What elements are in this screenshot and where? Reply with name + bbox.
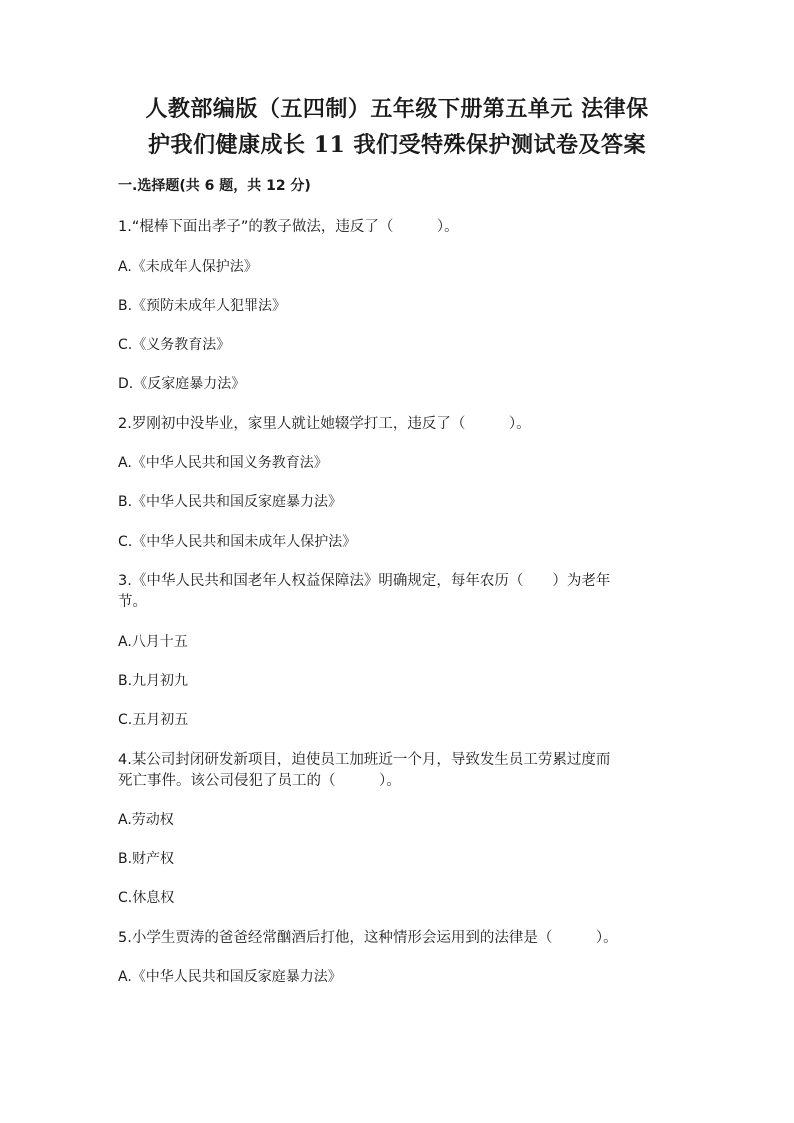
- question-4-option-b: B.财产权: [118, 851, 175, 867]
- question-4-stem-line-2: 死亡事件。该公司侵犯了员工的（ ）。: [118, 773, 401, 789]
- question-1-option-a: A.《未成年人保护法》: [118, 259, 258, 275]
- question-1-stem: 1.“棍棒下面出孝子”的教子做法，违反了（ ）。: [118, 219, 459, 235]
- question-4-option-a: A.劳动权: [118, 812, 174, 828]
- question-2-option-c: C.《中华人民共和国未成年人保护法》: [118, 534, 357, 550]
- question-3-option-a: A.八月十五: [118, 634, 188, 650]
- question-2-stem: 2.罗刚初中没毕业，家里人就让她辍学打工，违反了（ ）。: [118, 416, 531, 432]
- question-1-option-d: D.《反家庭暴力法》: [118, 376, 246, 392]
- question-1-option-c: C.《义务教育法》: [118, 337, 231, 353]
- question-3-option-b: B.九月初九: [118, 673, 189, 689]
- question-2-option-a: A.《中华人民共和国义务教育法》: [118, 455, 328, 471]
- question-3-option-c: C.五月初五: [118, 712, 189, 728]
- question-5-option-a: A.《中华人民共和国反家庭暴力法》: [118, 969, 342, 985]
- question-3-stem-line-1: 3.《中华人民共和国老年人权益保障法》明确规定，每年农历（ ）为老年: [118, 573, 611, 589]
- question-4-stem-line-1: 4.某公司封闭研发新项目，迫使员工加班近一个月，导致发生员工劳累过度而: [118, 752, 611, 768]
- question-1-option-b: B.《预防未成年人犯罪法》: [118, 298, 287, 314]
- question-5-stem: 5.小学生贾涛的爸爸经常酗酒后打他，这种情形会运用到的法律是（ ）。: [118, 930, 618, 946]
- question-4-option-c: C.休息权: [118, 890, 175, 906]
- section-heading: 一.选择题(共 6 题，共 12 分): [118, 178, 311, 194]
- question-2-option-b: B.《中华人民共和国反家庭暴力法》: [118, 494, 343, 510]
- document-title-line-1: 人教部编版（五四制）五年级下册第五单元 法律保: [145, 96, 649, 122]
- document-title-line-2: 护我们健康成长 11 我们受特殊保护测试卷及答案: [148, 132, 646, 158]
- question-3-stem-line-2: 节。: [118, 594, 147, 610]
